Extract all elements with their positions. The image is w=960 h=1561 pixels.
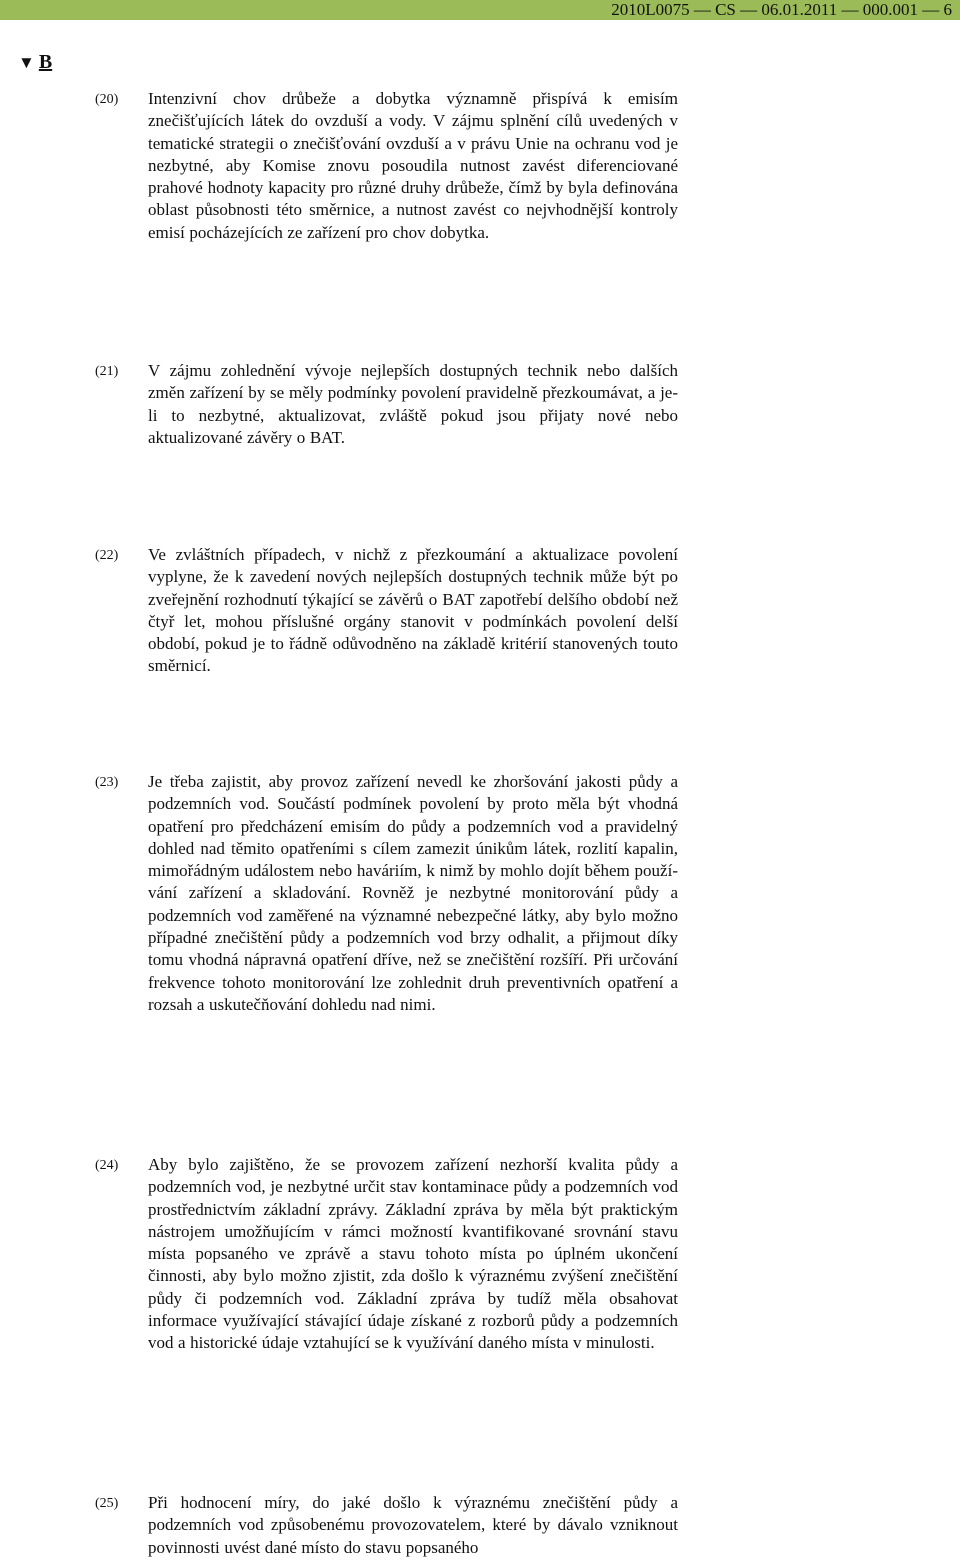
- document-header-bar: [0, 0, 960, 20]
- recital-number: (25): [95, 1496, 119, 1511]
- recital-number: (23): [95, 775, 119, 790]
- recital-number: (20): [95, 92, 119, 107]
- document-reference: 2010L0075 — CS — 06.01.2011 — 000.001 — 6: [611, 0, 952, 19]
- amendment-marker: [18, 50, 52, 75]
- recital-number: (24): [95, 1158, 119, 1173]
- recital-text: V zájmu zohlednění vývoje nejlepších dostupných technik nebo dalších změn zařízení by se měly podmínky povolení pravidelně přezkoumávat, a je-li to nezbytné, aktualizovat, zvláště pokud jsou přijaty nové nebo aktualizované závěry o BAT.: [148, 361, 678, 447]
- recital-number: (21): [95, 364, 119, 379]
- recital-text: Při hodnocení míry, do jaké došlo k výraznému znečištění půdy a podzemních vod způsobenému provozovatelem, které by dávalo vzniknout povinnosti uvést dané místo do stavu popsaného: [148, 1493, 678, 1557]
- recital-text: Ve zvláštních případech, v nichž z přezkoumání a aktualizace povolení vyplyne, že k zavedení nových nejlepších dostupných technik může být po zveřejnění rozhodnutí týkající se závěrů o BAT zapotřebí delšího období než čtyř let, mohou příslušné orgány stanovit v podmínkách povolení delší období, pokud je to řádně odůvodněno na základě kritérií stanovených touto směrnicí.: [148, 545, 678, 676]
- amendment-marker-label: B: [38, 51, 53, 73]
- recital-text: Intenzivní chov drůbeže a dobytka významně přispívá k emisím znečišťujících látek do ovzduší a vody. V zájmu splnění cílů uvedených v tematické strategii o znečišťování ovzduší a v právu Unie na ochranu vod je nezbytné, aby Komise znovu posoudila nutnost zavést diferenciované prahové hodnoty kapacity pro různé druhy drůbeže, čímž by byla definována oblast působnosti této směrnice, a nutnost zavést co nejvhodnější kontroly emisí pocházejících ze zařízení pro chov dobytka.: [148, 89, 678, 242]
- recital-number: (22): [95, 548, 119, 563]
- recital-text: Je třeba zajistit, aby provoz zařízení nevedl ke zhoršování jakosti půdy a podzemních vod. Součástí podmínek povolení by proto měla být vhodná opatření pro předcházení emisím do půdy a podzemních vod a pravidelný dohled nad těmito opatřeními s cílem zamezit únikům látek, rozlití kapalin, mimořádným událostem nebo haváriím, k nimž by mohlo dojít během používání zařízení a skladování. Rovněž je nezbytné monitorování půdy a podzemních vod zaměřené na významné nebezpečné látky, aby bylo možno případné znečištění půdy a podzemních vod brzy odhalit, a přijmout díky tomu vhodná nápravná opatření dříve, než se znečištění rozšíří. Při určování frekvence tohoto monitorování lze zohlednit druh preventivních opatření a rozsah a uskutečňování dohledu nad nimi.: [148, 772, 678, 1014]
- recital-text: Aby bylo zajištěno, že se provozem zařízení nezhorší kvalita půdy a podzemních vod, je nezbytné určit stav kontaminace půdy a podzemních vod prostřednictvím základní zprávy. Základní zpráva by měla být praktickým nástrojem umožňujícím v rámci možností kvantifikované srovnání stavu místa popsaného ve zprávě a stavu tohoto místa po úplném ukončení činnosti, aby bylo možno zjistit, zda došlo k výraznému zvýšení znečištění půdy či podzemních vod. Základní zpráva by tudíž měla obsahovat informace využívající stávající údaje získané z rozborů půdy a podzemních vod a historické údaje vztahující se k využívání daného místa v minulosti.: [148, 1155, 678, 1353]
- triangle-down-icon: ▼: [18, 53, 35, 72]
